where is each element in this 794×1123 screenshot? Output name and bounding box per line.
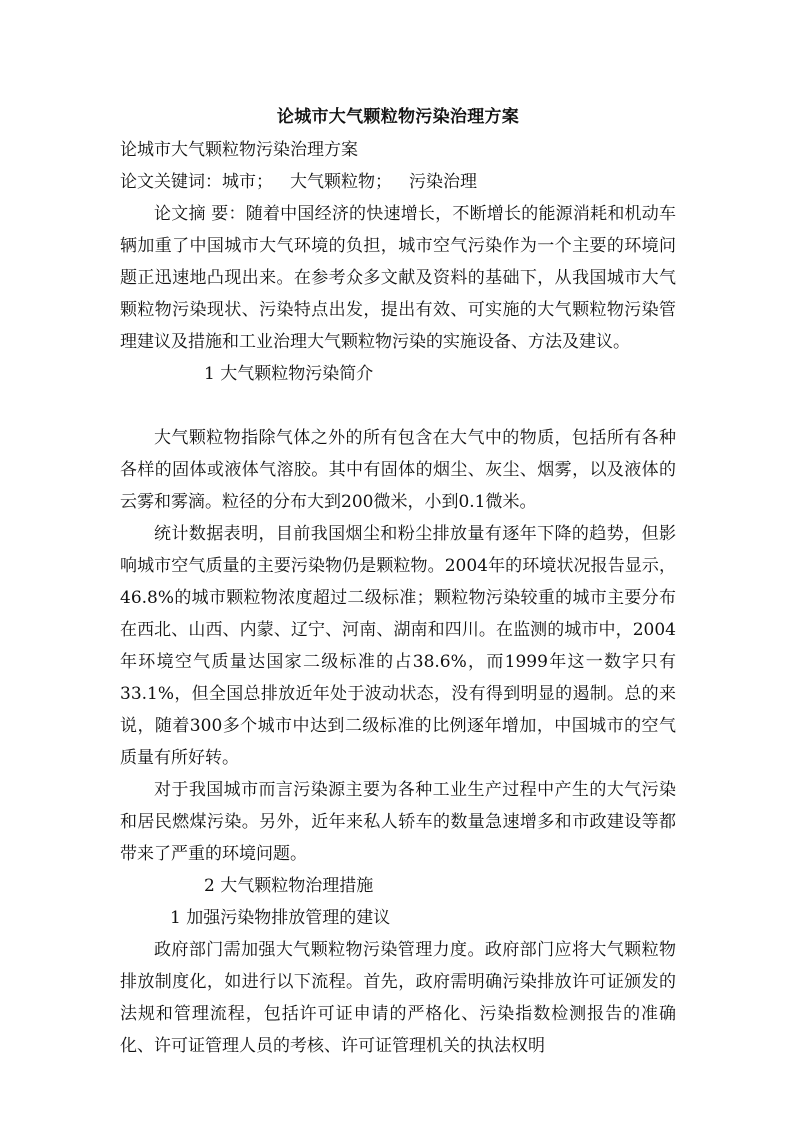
keyword-1: 城市； (222, 172, 273, 192)
document-subtitle: 论城市大气颗粒物污染治理方案 (120, 140, 358, 160)
section-1-paragraph-3: 对于我国城市而言污染源主要为各种工业生产过程中产生的大气污染和居民燃煤污染。另外，近年来私人轿车的数量急速增多和市政建设等都带来了严重的环境问题。 (120, 780, 676, 864)
keyword-3: 污染治理 (409, 172, 477, 192)
subsection-1-heading: 1 加强污染物排放管理的建议 (170, 908, 391, 928)
keywords-line (120, 166, 676, 198)
section-1-paragraph-1: 大气颗粒物指除气体之外的所有包含在大气中的物质，包括所有各种各样的固体或液体气溶胶。其中有固体的烟尘、灰尘、烟雾，以及液体的云雾和雾滴。粒径的分布大到200微米，小到0.1微米。 (120, 428, 676, 512)
blank-line (120, 390, 676, 422)
document-body (120, 103, 676, 1062)
section-2-paragraph-1: 政府部门需加强大气颗粒物污染管理力度。政府部门应将大气颗粒物排放制度化，如进行以下流程。首先，政府需明确污染排放许可证颁发的法规和管理流程，包括许可证申请的严格化、污染指数检测报告的准确化、许可证管理人员的考核、许可证管理机关的执法权明 (120, 940, 676, 1056)
section-1-heading: 1 大气颗粒物污染简介 (204, 364, 374, 384)
keyword-2: 大气颗粒物； (290, 172, 392, 192)
keywords-label: 论文关键词： (120, 172, 222, 192)
abstract-paragraph: 论文摘 要：随着中国经济的快速增长，不断增长的能源消耗和机动车辆加重了中国城市大气环境的负担，城市空气污染作为一个主要的环境问题正迅速地凸现出来。在参考众多文献及资料的基础下，从我国城市大气颗粒物污染现状、污染特点出发，提出有效、可实施的大气颗粒物污染管理建议及措施和工业治理大气颗粒物污染的实施设备、方法及建议。 (120, 204, 676, 352)
document-title: 论城市大气颗粒物污染治理方案 (276, 107, 520, 127)
section-2-heading: 2 大气颗粒物治理措施 (204, 876, 374, 896)
section-1-paragraph-2: 统计数据表明，目前我国烟尘和粉尘排放量有逐年下降的趋势，但影响城市空气质量的主要污染物仍是颗粒物。2004年的环境状况报告显示，46.8%的城市颗粒物浓度超过二级标准；颗粒物污染较重的城市主要分布在西北、山西、内蒙、辽宁、河南、湖南和四川。在监测的城市中，2004年环境空气质量达国家二级标准的占38.6%，而1999年这一数字只有33.1%，但全国总排放近年处于波动状态，没有得到明显的遏制。总的来说，随着300多个城市中达到二级标准的比例逐年增加，中国城市的空气质量有所好转。 (120, 524, 676, 768)
